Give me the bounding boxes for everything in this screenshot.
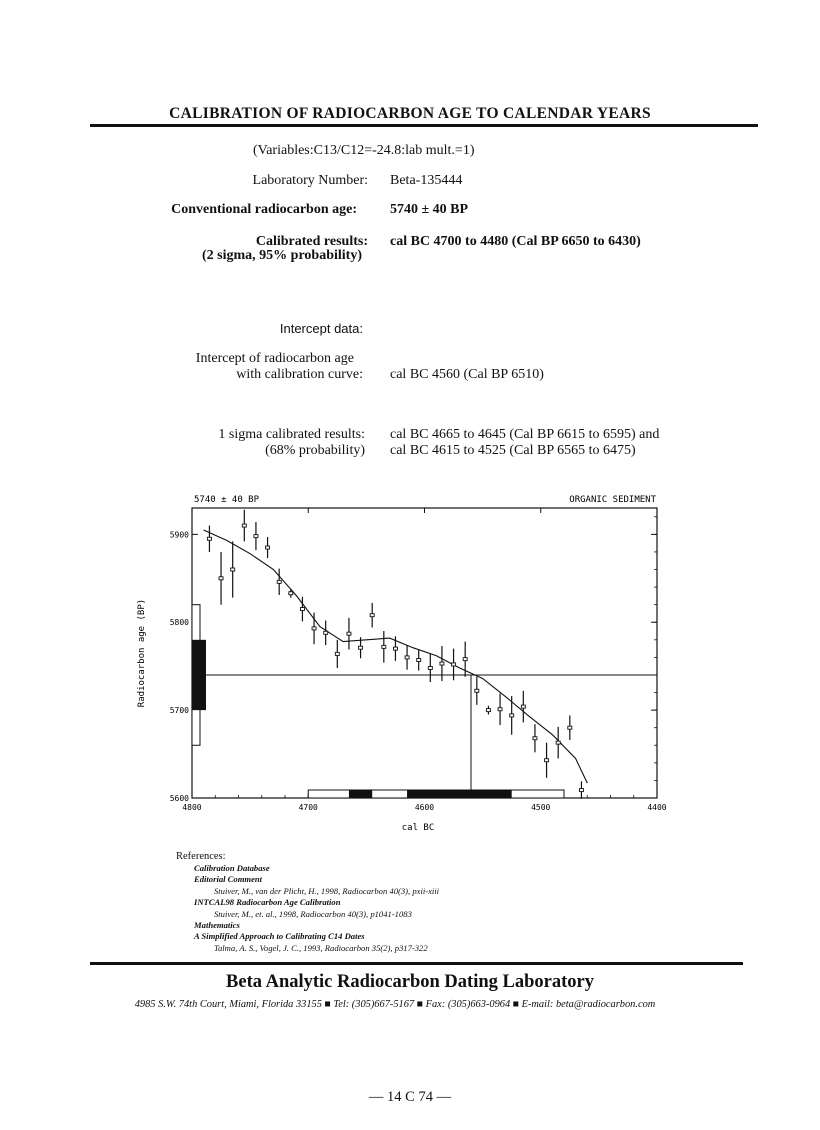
data-point [405, 656, 409, 659]
range-1sigma-bar [349, 790, 372, 798]
data-point [521, 705, 525, 708]
data-point [254, 535, 258, 538]
y-tick-label: 5900 [169, 530, 189, 540]
y-tick-label: 5700 [169, 706, 189, 716]
data-point [475, 689, 479, 692]
data-point [289, 592, 293, 595]
data-point [277, 580, 281, 583]
intercept-data-label: Intercept data: [279, 321, 363, 336]
data-point [207, 537, 211, 540]
data-point [486, 709, 490, 712]
sigma1-value-2: cal BC 4615 to 4525 (Cal BP 6565 to 6475) [390, 443, 636, 458]
variables-text: (Variables:C13/C12=-24.8:lab mult.=1) [253, 143, 475, 158]
data-point [219, 577, 223, 580]
reference-citation: Stuiver, M., et. al., 1998, Radiocarbon 40(3), p1041-1083 [214, 908, 412, 919]
chart-title-left: 5740 ± 40 BP [194, 495, 260, 505]
references-heading: References: [176, 851, 226, 862]
calibrated-results-label: Calibrated results: [255, 234, 368, 249]
data-point [393, 647, 397, 650]
data-point [312, 627, 316, 630]
x-tick-label: 4800 [182, 803, 202, 812]
calibrated-results-value: cal BC 4700 to 4480 (Cal BP 6650 to 6430) [390, 234, 641, 249]
reference-heading: Editorial Comment [194, 874, 263, 885]
data-point [440, 662, 444, 665]
title-rule [90, 124, 758, 127]
x-tick-label: 4600 [414, 803, 435, 812]
data-point [463, 658, 467, 661]
data-point [324, 631, 328, 634]
sigma1-label-2: (68% probability) [265, 443, 365, 458]
data-point [568, 726, 572, 729]
reference-heading: A Simplified Approach to Calibrating C14 Dates [194, 931, 365, 942]
conventional-age-label: Conventional radiocarbon age: [171, 202, 357, 217]
sigma1-value-1: cal BC 4665 to 4645 (Cal BP 6615 to 6595) and [390, 427, 660, 442]
data-point [347, 632, 351, 635]
range-1sigma-bar [407, 790, 512, 798]
y-tick-label: 5600 [169, 794, 189, 803]
data-point [510, 714, 514, 717]
reference-citation: Talma, A. S., Vogel, J. C., 1993, Radiocarbon 35(2), p317-322 [214, 942, 428, 953]
conventional-age-value: 5740 ± 40 BP [390, 202, 469, 217]
data-point [242, 524, 246, 527]
y-tick-label: 5800 [169, 618, 189, 628]
data-point [370, 614, 374, 617]
x-tick-label: 4400 [647, 803, 667, 812]
chart-title-right: ORGANIC SEDIMENT [569, 495, 656, 505]
data-point [300, 608, 304, 611]
calibrated-results-sub: (2 sigma, 95% probability) [202, 248, 362, 263]
data-point [231, 568, 235, 571]
intercept-value: cal BC 4560 (Cal BP 6510) [390, 367, 544, 382]
data-point [417, 659, 421, 662]
x-tick-label: 4500 [531, 803, 551, 812]
intercept-label-1: Intercept of radiocarbon age [195, 351, 354, 366]
data-point [545, 759, 549, 762]
data-point [359, 646, 363, 649]
data-point [556, 741, 560, 744]
references-list [176, 863, 596, 954]
lab-name: Beta Analytic Radiocarbon Dating Laboratory [226, 972, 594, 992]
y-axis-label: Radiocarbon age (BP) [137, 598, 147, 708]
lab-number-value: Beta-135444 [390, 173, 463, 188]
x-tick-label: 4700 [298, 803, 318, 812]
data-point [335, 652, 339, 655]
references-block [176, 850, 596, 954]
reference-heading: Mathematics [194, 920, 240, 931]
footer-rule [90, 962, 743, 965]
data-point [428, 666, 432, 669]
data-point [452, 663, 456, 666]
reference-heading: Calibration Database [194, 863, 270, 873]
sigma1-label-1: 1 sigma calibrated results: [218, 427, 365, 442]
reference-citation: Stuiver, M., van der Plicht, H., 1998, Radiocarbon 40(3), pxii-xiii [214, 885, 440, 896]
data-point [533, 737, 537, 740]
page-title: CALIBRATION OF RADIOCARBON AGE TO CALENDAR YEARS [169, 105, 651, 122]
plot-frame [192, 508, 657, 798]
data-point [266, 546, 270, 549]
intercept-label-2: with calibration curve: [236, 367, 363, 382]
reference-heading: INTCAL98 Radiocarbon Age Calibration [194, 897, 341, 908]
x-axis-label: cal BC [401, 823, 435, 833]
data-point [579, 789, 583, 792]
calibration-chart [128, 490, 676, 840]
lab-address: 4985 S.W. 74th Court, Miami, Florida 33155 ■ Tel: (305)667-5167 ■ Fax: (305)663-0964 ■ E-mail: beta@radiocarbon.com [134, 999, 656, 1010]
page-number: — 14 C 74 — [368, 1089, 452, 1105]
lab-number-label: Laboratory Number: [252, 173, 368, 188]
data-point [498, 708, 502, 711]
data-point [382, 645, 386, 648]
